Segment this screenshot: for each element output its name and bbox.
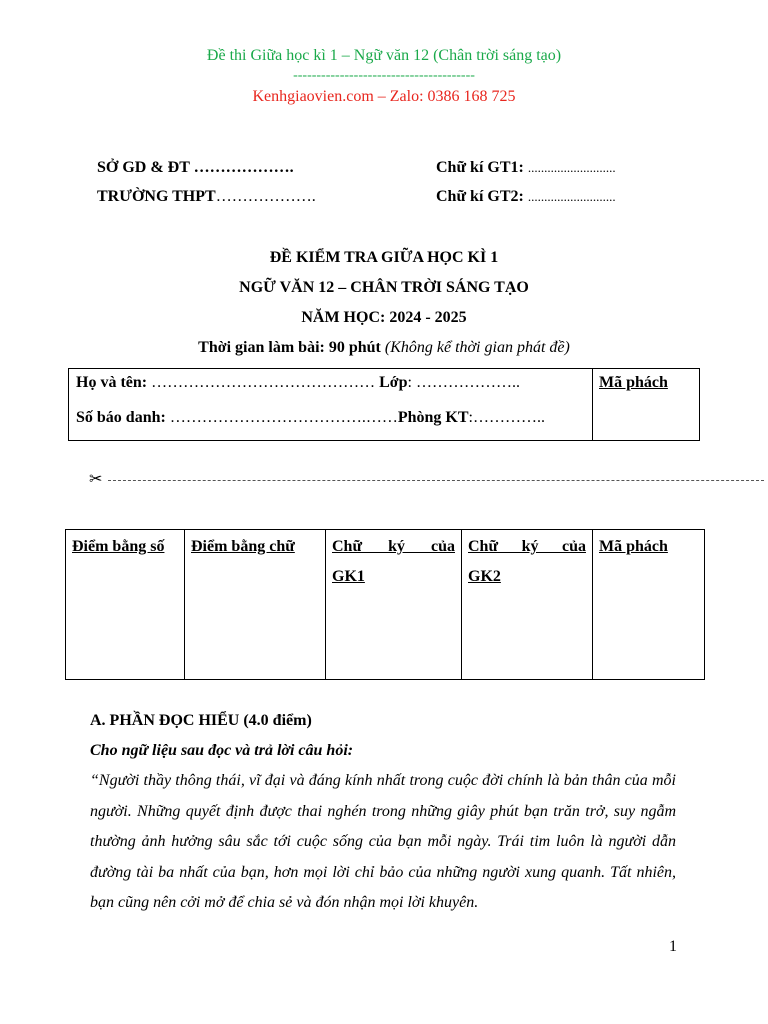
- school-dots: ……………….: [215, 188, 316, 205]
- student-id-row: [76, 409, 545, 427]
- department-label: SỞ GD & ĐT ……………….: [97, 159, 294, 176]
- student-name-dots: ……………………………………: [151, 374, 380, 391]
- signature-gt2-dots: ...........................: [527, 189, 616, 204]
- document-title: Đề thi Giữa học kì 1 – Ngữ văn 12 (Chân trời sáng tạo): [206, 47, 562, 64]
- student-id-dots: ……………………………….……: [169, 409, 398, 426]
- student-class-label: Lớp: [379, 374, 408, 391]
- score-words-cell: [185, 530, 326, 680]
- exam-year: NĂM HỌC: 2024 - 2025: [301, 309, 467, 326]
- grader2-label-line2: GK2: [468, 568, 501, 585]
- info-box-divider: [592, 369, 593, 440]
- exam-room-dots: :…………..: [468, 409, 545, 426]
- cut-line: [108, 480, 764, 481]
- page-number: 1: [669, 938, 677, 955]
- score-words-label: Điểm bằng chữ: [191, 538, 295, 555]
- score-number-cell: [66, 530, 185, 680]
- exam-time-label: Thời gian làm bài: 90 phút: [198, 339, 385, 356]
- signature-gt2: [436, 188, 616, 206]
- exam-room-label: Phòng KT: [397, 409, 469, 426]
- section-a-heading: A. PHẦN ĐỌC HIỂU (4.0 điểm): [90, 712, 312, 729]
- exam-subject: NGỮ VĂN 12 – CHÂN TRỜI SÁNG TẠO: [239, 279, 529, 296]
- signature-gt2-label: Chữ kí GT2:: [436, 188, 528, 205]
- site-contact: Kenhgiaovien.com – Zalo: 0386 168 725: [252, 88, 516, 105]
- grader1-label-line2: GK1: [332, 568, 365, 585]
- student-id-label: Số báo danh:: [76, 409, 170, 426]
- grader2-label-line1: Chữ ký của: [468, 538, 586, 555]
- reading-passage: “Người thầy thông thái, vĩ đại và đáng kính nhất trong cuộc đời chính là bản thân của mỗi người. Những quyết định được thai nghén trong những giây phút bạn trăn trở, suy ngẫm thường ảnh hưởng sâu sắc tới cuộc sống của bạn mỗi ngày. Trái tim luôn là người dẫn đường tài ba nhất của bạn, hơn mọi lời chỉ bảo của những người xung quanh. Tất nhiên, bạn cũng nên cởi mở để chia sẻ và đón nhận mọi lời khuyên.: [90, 772, 676, 911]
- grader2-signature-cell: [462, 530, 593, 680]
- student-name-label: Họ và tên:: [76, 374, 152, 391]
- code-cell-label: Mã phách: [599, 538, 668, 555]
- score-table: [65, 529, 705, 680]
- school-label-text: TRƯỜNG THPT: [97, 188, 216, 205]
- exam-title: ĐỀ KIỂM TRA GIỮA HỌC KÌ 1: [269, 249, 499, 266]
- school-label: [97, 188, 316, 206]
- signature-gt1: [436, 159, 616, 177]
- grader1-signature-cell: [326, 530, 462, 680]
- title-separator: ---------------------------------------: [293, 68, 475, 83]
- exam-time-note: (Không kể thời gian phát đề): [384, 339, 570, 356]
- code-cell: [593, 530, 705, 680]
- student-name-row: [76, 374, 520, 392]
- section-a-instruction: Cho ngữ liệu sau đọc và trả lời câu hỏi:: [90, 742, 354, 759]
- exam-time: [0, 339, 768, 357]
- grader1-label-line1: Chữ ký của: [332, 538, 455, 555]
- code-label: Mã phách: [599, 374, 668, 391]
- score-number-label: Điểm bằng số: [72, 538, 165, 555]
- student-class-dots: : ………………..: [407, 374, 520, 391]
- student-info-box: [68, 368, 700, 441]
- signature-gt1-label: Chữ kí GT1:: [436, 159, 528, 176]
- scissors-icon: ✂: [89, 471, 103, 488]
- table-row: [66, 530, 705, 680]
- signature-gt1-dots: ...........................: [527, 160, 616, 175]
